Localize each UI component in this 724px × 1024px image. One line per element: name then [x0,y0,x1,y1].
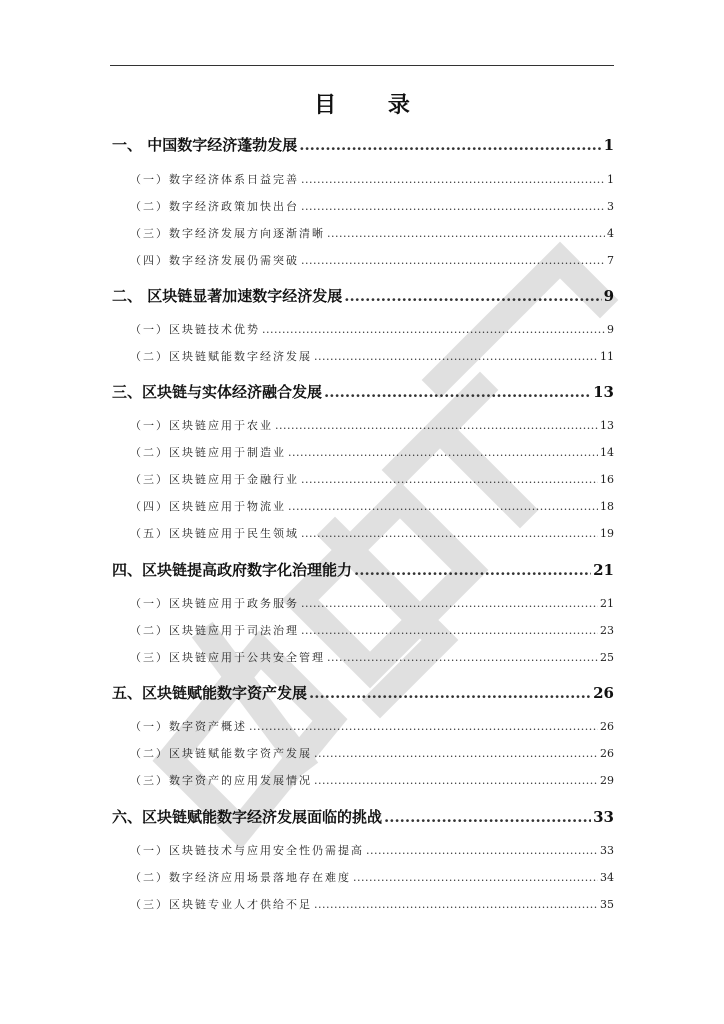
toc-entry[interactable]: （五）区块链应用于民生领域 ..... 19 [130,526,614,542]
toc-entry[interactable]: （二）数字经济政策加快出台 ..... 3 [130,199,614,215]
toc-entry[interactable]: 六、区块链赋能数字经济发展面临的挑战 ..... 33 [112,806,614,828]
toc-entry[interactable]: （二）区块链应用于司法治理 ..... 23 [130,623,614,639]
toc-entry[interactable]: （四）数字经济发展仍需突破 ..... 7 [130,253,614,269]
page-title: 目 录 [314,92,432,118]
toc-entry[interactable]: 三、区块链与实体经济融合发展 ..... 13 [112,381,614,403]
toc-entry[interactable]: （一）数字资产概述 ..... 26 [130,719,614,735]
toc-entry[interactable]: （一）区块链技术优势 ..... 9 [130,322,614,338]
toc-entry[interactable]: （一）数字经济体系日益完善 ..... 1 [130,172,614,188]
toc-entry[interactable]: （一）区块链应用于农业 ..... 13 [130,418,614,434]
toc-entry[interactable]: （一）区块链技术与应用安全性仍需提高 ..... 33 [130,843,614,859]
toc-entry[interactable]: 一、 中国数字经济蓬勃发展 ..... 1 [112,134,614,156]
toc-entry[interactable]: （三）数字资产的应用发展情况 ..... 29 [130,773,614,789]
toc-entry[interactable]: 四、区块链提高政府数字化治理能力 ..... 21 [112,559,614,581]
toc-entry[interactable]: 五、区块链赋能数字资产发展 ..... 26 [112,682,614,704]
toc-entry[interactable]: 二、 区块链显著加速数字经济发展 ..... 9 [112,285,614,307]
toc-entry[interactable]: （二）区块链赋能数字资产发展 ..... 26 [130,746,614,762]
toc-entry[interactable]: （一）区块链应用于政务服务 ..... 21 [130,596,614,612]
toc-entry[interactable]: （四）区块链应用于物流业 ..... 18 [130,499,614,515]
toc-entry[interactable]: （三）区块链应用于公共安全管理 ..... 25 [130,650,614,666]
toc-entry[interactable]: （二）区块链应用于制造业 ..... 14 [130,445,614,461]
toc-entry[interactable]: （二）区块链赋能数字经济发展 ..... 11 [130,349,614,365]
toc-entry[interactable]: （二）数字经济应用场景落地存在难度 ..... 34 [130,870,614,886]
toc-entry[interactable]: （三）区块链应用于金融行业 ..... 16 [130,472,614,488]
toc-entry[interactable]: （三）区块链专业人才供给不足 ..... 35 [130,897,614,913]
toc-entry[interactable]: （三）数字经济发展方向逐渐清晰 ..... 4 [130,226,614,242]
